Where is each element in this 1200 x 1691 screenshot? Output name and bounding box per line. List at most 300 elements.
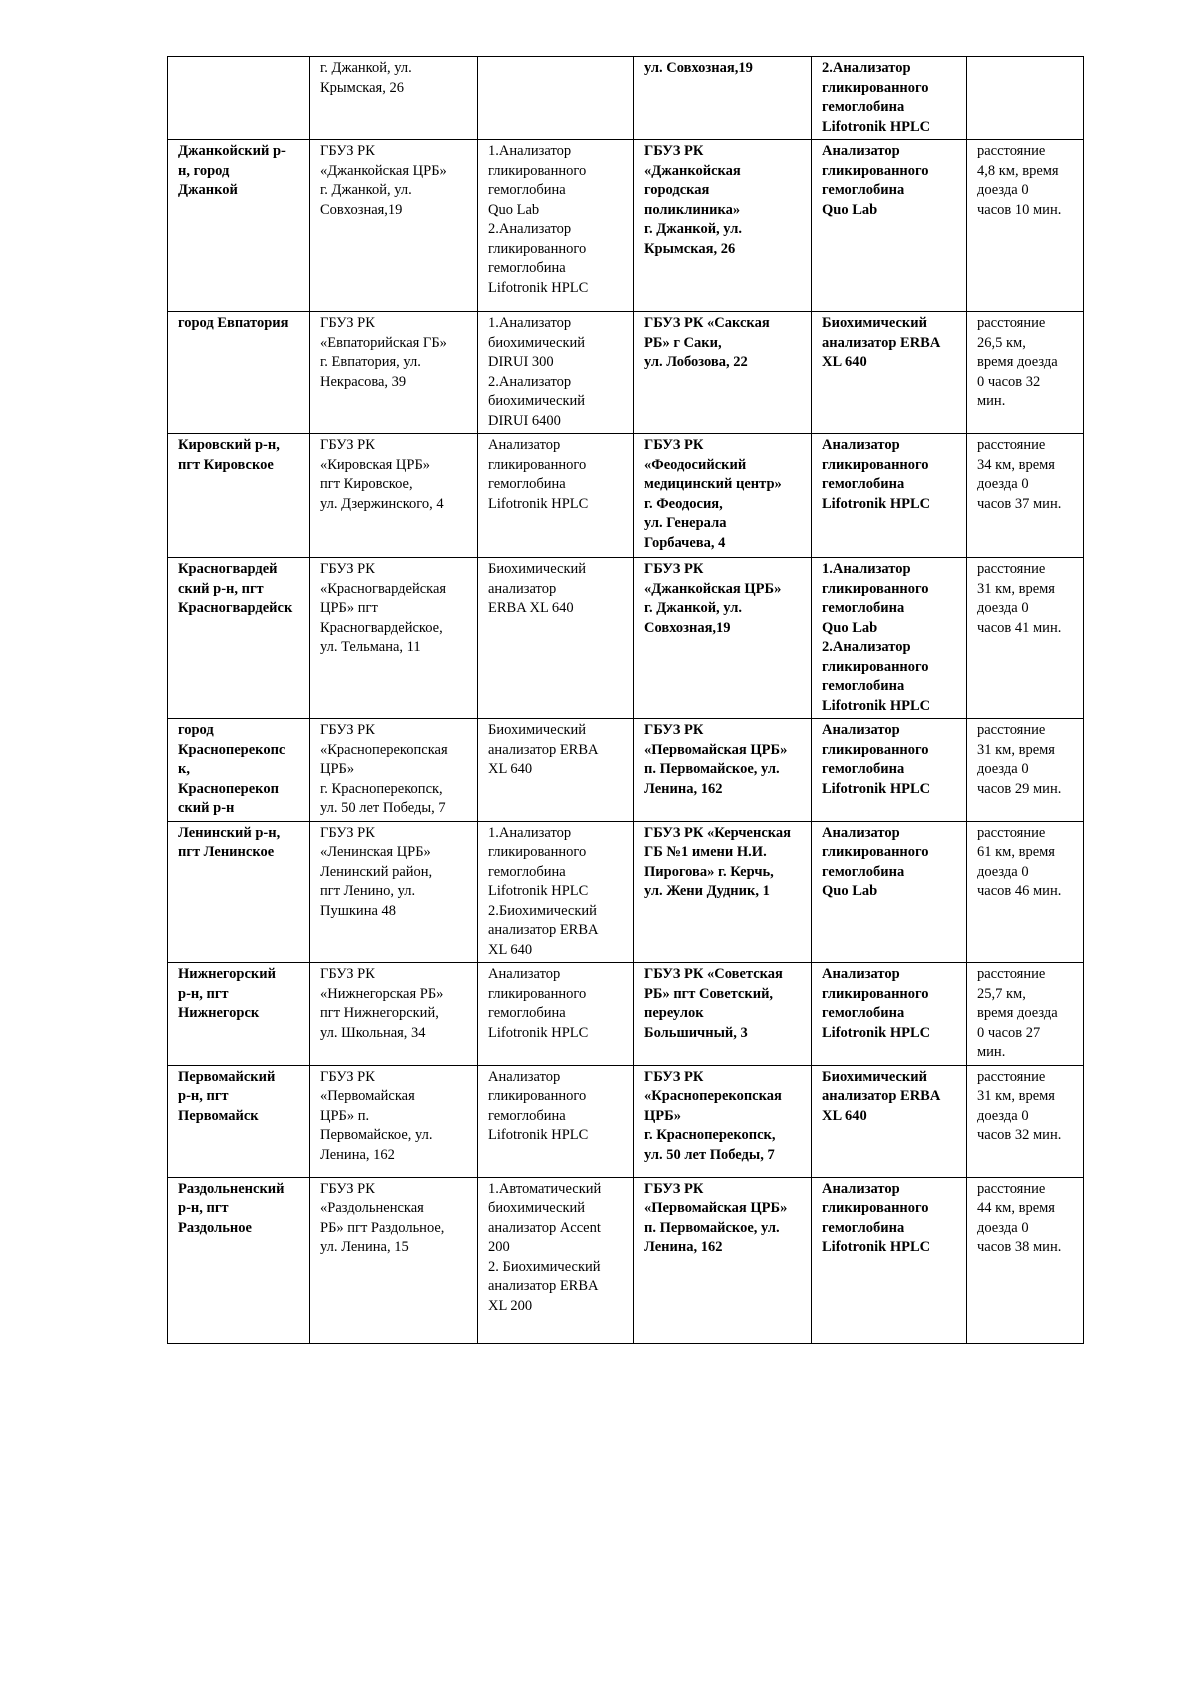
cell-text-line: часов 38 мин.: [977, 1239, 1062, 1255]
cell-text-line: доезда 0: [977, 863, 1029, 880]
cell-text-line: Lifotronik HPLC: [488, 1127, 589, 1143]
cell-text-line: ул. Тельмана, 11: [320, 639, 421, 655]
cell-text-line: ул. 50 лет Победы, 7: [644, 1146, 775, 1163]
cell-text-line: Ленина, 162: [320, 1146, 395, 1163]
table-row: [168, 434, 1084, 558]
cell-text-line: Lifotronik HPLC: [822, 780, 931, 797]
cell-text-line: 44 км, время: [977, 1200, 1055, 1216]
cell-text-line: доезда 0: [977, 182, 1029, 198]
cell-text-line: городская: [644, 182, 710, 198]
cell-text-line: г. Красноперекопск,: [644, 1127, 776, 1143]
distance-cell: [967, 434, 1084, 558]
cell-text-line: «Ленинская ЦРБ»: [320, 844, 431, 860]
referral-equipment-cell: [812, 140, 967, 312]
cell-text-line: к,: [178, 761, 190, 777]
cell-text-line: Lifotronik HPLC: [822, 1239, 931, 1255]
cell-text-line: «Евпаторийская ГБ»: [320, 334, 447, 351]
cell-text-line: Анализатор: [822, 437, 900, 453]
cell-text-line: гликированного: [488, 456, 587, 473]
table-row: [168, 312, 1084, 434]
cell-text-line: гликированного: [822, 985, 929, 1002]
cell-text-line: ГБУЗ РК: [644, 561, 704, 577]
cell-text-line: г. Джанкой, ул.: [644, 600, 742, 616]
cell-text-line: анализатор ERBA: [488, 922, 599, 938]
table-body: [168, 57, 1084, 1344]
cell-text-line: Первомайский: [178, 1068, 276, 1085]
origin-equipment-cell: [478, 719, 634, 822]
cell-text-line: ГБ №1 имени Н.И.: [644, 844, 767, 860]
cell-text-line: 0 часов 32: [977, 373, 1041, 390]
cell-text-line: Анализатор: [822, 722, 900, 738]
cell-text-line: Lifotronik HPLC: [822, 495, 931, 512]
cell-text-line: Красногвардей: [178, 561, 278, 577]
referral-equipment-cell: [812, 57, 967, 140]
cell-text-line: Первомайск: [178, 1107, 259, 1124]
cell-text-line: «Кировская ЦРБ»: [320, 456, 431, 473]
cell-text-line: мин.: [977, 393, 1006, 409]
distance-cell: [967, 821, 1084, 963]
referral-facility-cell: [634, 821, 812, 963]
origin-facility-cell: [310, 312, 478, 434]
cell-text-line: ул. Совхозная,19: [644, 60, 753, 76]
cell-text-line: 200: [488, 1239, 510, 1255]
cell-text-line: Анализатор: [822, 143, 900, 159]
cell-text-line: часов 41 мин.: [977, 619, 1062, 636]
cell-text-line: р-н, пгт: [178, 1088, 229, 1104]
distance-cell: [967, 57, 1084, 140]
cell-text-line: ГБУЗ РК: [320, 1180, 375, 1197]
cell-text-line: Красногвардейск: [178, 600, 293, 616]
cell-text-line: 2. Биохимический: [488, 1258, 601, 1275]
cell-text-line: Горбачева, 4: [644, 534, 726, 551]
referral-equipment-cell: [812, 434, 967, 558]
cell-text-line: 1.Анализатор: [488, 143, 572, 159]
district-cell: [168, 963, 310, 1066]
cell-text-line: ГБУЗ РК: [320, 824, 375, 841]
cell-text-line: гликированного: [488, 162, 587, 179]
distance-cell: [967, 963, 1084, 1066]
cell-text-line: гемоглобина: [822, 678, 905, 694]
referral-facility-cell: [634, 558, 812, 719]
cell-text-line: 31 км, время: [977, 580, 1055, 597]
referral-facility-cell: [634, 963, 812, 1066]
cell-text-line: 2.Анализатор: [488, 373, 572, 390]
cell-text-line: гликированного: [822, 79, 929, 96]
referral-table: [167, 56, 1084, 1344]
cell-text-line: поликлиника»: [644, 201, 741, 218]
cell-text-line: гемоглобина: [822, 1005, 905, 1021]
cell-text-line: Анализатор: [488, 966, 561, 982]
cell-text-line: часов 37 мин.: [977, 495, 1062, 512]
cell-text-line: РБ» пгт Советский,: [644, 985, 774, 1002]
cell-text-line: ГБУЗ РК: [320, 143, 375, 159]
cell-text-line: г. Джанкой, ул.: [644, 221, 742, 237]
cell-text-line: «Джанкойская ЦРБ»: [644, 580, 782, 597]
cell-text-line: ул. Дзержинского, 4: [320, 495, 444, 512]
cell-text-line: XL 640: [822, 354, 867, 370]
cell-text-line: медицинский центр»: [644, 476, 782, 492]
origin-facility-cell: [310, 821, 478, 963]
cell-text-line: Нижнегорский: [178, 966, 276, 982]
cell-text-line: город Евпатория: [178, 315, 289, 331]
table-row: [168, 719, 1084, 822]
district-cell: [168, 719, 310, 822]
cell-text-line: п. Первомайское, ул.: [644, 1219, 780, 1236]
table-row: [168, 1065, 1084, 1177]
origin-equipment-cell: [478, 963, 634, 1066]
cell-text-line: ГБУЗ РК: [644, 437, 704, 453]
referral-equipment-cell: [812, 1177, 967, 1343]
cell-text-line: ГБУЗ РК: [644, 1068, 704, 1085]
table-row: [168, 558, 1084, 719]
cell-text-line: гликированного: [488, 240, 587, 257]
cell-text-line: доезда 0: [977, 476, 1029, 492]
cell-text-line: р-н, пгт: [178, 985, 229, 1002]
origin-facility-cell: [310, 1177, 478, 1343]
cell-text-line: XL 640: [488, 941, 533, 958]
cell-text-line: ГБУЗ РК: [644, 1180, 704, 1197]
referral-equipment-cell: [812, 821, 967, 963]
cell-text-line: Lifotronik HPLC: [488, 279, 589, 296]
cell-text-line: гликированного: [822, 580, 929, 597]
cell-text-line: ЦРБ»: [320, 761, 355, 777]
cell-text-line: расстояние: [977, 437, 1046, 453]
cell-text-line: Раздольненский: [178, 1180, 285, 1197]
cell-text-line: гемоглобина: [822, 600, 905, 616]
cell-text-line: биохимический: [488, 334, 586, 351]
distance-cell: [967, 1065, 1084, 1177]
cell-text-line: анализатор ERBA: [488, 741, 599, 758]
cell-text-line: г. Джанкой, ул.: [320, 182, 412, 198]
cell-text-line: гликированного: [822, 1200, 929, 1216]
referral-equipment-cell: [812, 558, 967, 719]
cell-text-line: «Раздольненская: [320, 1200, 424, 1216]
cell-text-line: гемоглобина: [822, 761, 905, 777]
origin-equipment-cell: [478, 1177, 634, 1343]
cell-text-line: Lifotronik HPLC: [822, 118, 931, 135]
cell-text-line: гемоглобина: [488, 863, 566, 880]
cell-text-line: пгт Кировское,: [320, 476, 413, 492]
cell-text-line: «Первомайская ЦРБ»: [644, 741, 788, 758]
origin-facility-cell: [310, 1065, 478, 1177]
cell-text-line: Lifotronik HPLC: [488, 495, 589, 512]
cell-text-line: гликированного: [822, 162, 929, 179]
cell-text-line: расстояние: [977, 1180, 1046, 1197]
cell-text-line: «Красногвардейская: [320, 580, 447, 597]
origin-equipment-cell: [478, 140, 634, 312]
cell-text-line: DIRUI 300: [488, 354, 554, 370]
distance-cell: [967, 1177, 1084, 1343]
cell-text-line: Биохимический: [488, 561, 587, 577]
cell-text-line: Джанкой: [178, 182, 238, 198]
cell-text-line: Lifotronik HPLC: [488, 1024, 589, 1041]
cell-text-line: часов 32 мин.: [977, 1127, 1062, 1143]
cell-text-line: гемоглобина: [488, 1107, 566, 1124]
cell-text-line: гликированного: [822, 658, 929, 675]
cell-text-line: Совхозная,19: [320, 201, 403, 218]
cell-text-line: анализатор Accent: [488, 1219, 601, 1236]
cell-text-line: Lifotronik HPLC: [822, 697, 931, 714]
cell-text-line: расстояние: [977, 722, 1046, 738]
cell-text-line: Биохимический: [822, 315, 927, 331]
cell-text-line: доезда 0: [977, 761, 1029, 777]
cell-text-line: Quo Lab: [488, 201, 540, 218]
cell-text-line: Анализатор: [488, 437, 561, 453]
cell-text-line: Нижнегорск: [178, 1005, 260, 1021]
cell-text-line: анализатор: [488, 580, 557, 597]
cell-text-line: ГБУЗ РК «Советская: [644, 966, 783, 982]
cell-text-line: часов 10 мин.: [977, 201, 1062, 218]
cell-text-line: ГБУЗ РК: [644, 143, 704, 159]
cell-text-line: Ленина, 162: [644, 1239, 723, 1255]
cell-text-line: Анализатор: [822, 966, 900, 982]
referral-facility-cell: [634, 140, 812, 312]
cell-text-line: 26,5 км,: [977, 334, 1026, 351]
cell-text-line: ский р-н: [178, 800, 235, 816]
cell-text-line: гликированного: [822, 844, 929, 860]
cell-text-line: ERBA XL 640: [488, 600, 574, 616]
referral-facility-cell: [634, 1177, 812, 1343]
cell-text-line: Джанкойский р-: [178, 143, 286, 159]
origin-equipment-cell: [478, 57, 634, 140]
cell-text-line: г. Красноперекопск,: [320, 780, 443, 797]
table-row: [168, 963, 1084, 1066]
cell-text-line: гемоглобина: [822, 863, 905, 880]
referral-facility-cell: [634, 1065, 812, 1177]
cell-text-line: 2.Анализатор: [822, 639, 911, 655]
cell-text-line: г. Джанкой, ул.: [320, 60, 412, 76]
origin-facility-cell: [310, 140, 478, 312]
distance-cell: [967, 140, 1084, 312]
origin-facility-cell: [310, 719, 478, 822]
cell-text-line: ЦРБ» пгт: [320, 600, 378, 616]
cell-text-line: ул. 50 лет Победы, 7: [320, 800, 446, 816]
cell-text-line: Крымская, 26: [320, 79, 404, 96]
referral-equipment-cell: [812, 719, 967, 822]
cell-text-line: 0 часов 27: [977, 1024, 1041, 1041]
cell-text-line: Пушкина 48: [320, 902, 397, 919]
cell-text-line: время доезда: [977, 354, 1058, 370]
cell-text-line: пгт Кировское: [178, 456, 274, 473]
origin-equipment-cell: [478, 312, 634, 434]
origin-equipment-cell: [478, 558, 634, 719]
cell-text-line: г. Евпатория, ул.: [320, 354, 421, 370]
cell-text-line: Lifotronik HPLC: [488, 883, 589, 899]
cell-text-line: 1.Анализатор: [822, 561, 911, 577]
cell-text-line: Красноперекоп: [178, 780, 279, 797]
referral-equipment-cell: [812, 1065, 967, 1177]
cell-text-line: н, город: [178, 162, 230, 179]
cell-text-line: ГБУЗ РК «Керченская: [644, 824, 792, 841]
cell-text-line: расстояние: [977, 143, 1046, 159]
table-row: [168, 821, 1084, 963]
cell-text-line: ул. Жени Дудник, 1: [644, 883, 770, 899]
cell-text-line: ский р-н, пгт: [178, 580, 264, 597]
cell-text-line: город: [178, 722, 214, 738]
cell-text-line: Quo Lab: [822, 201, 878, 218]
cell-text-line: Ленинский р-н,: [178, 824, 281, 841]
origin-facility-cell: [310, 963, 478, 1066]
cell-text-line: XL 640: [488, 761, 533, 777]
table-row: [168, 1177, 1084, 1343]
district-cell: [168, 434, 310, 558]
cell-text-line: DIRUI 6400: [488, 412, 561, 429]
cell-text-line: доезда 0: [977, 1219, 1029, 1236]
cell-text-line: гемоглобина: [822, 1219, 905, 1236]
cell-text-line: Анализатор: [822, 824, 900, 841]
cell-text-line: ул. Школьная, 34: [320, 1024, 426, 1041]
cell-text-line: пгт Ленино, ул.: [320, 883, 416, 899]
district-cell: [168, 821, 310, 963]
cell-text-line: ГБУЗ РК: [644, 722, 704, 738]
cell-text-line: Ленина, 162: [644, 780, 723, 797]
cell-text-line: гемоглобина: [488, 182, 566, 198]
table-row: [168, 140, 1084, 312]
cell-text-line: п. Первомайское, ул.: [644, 761, 780, 777]
cell-text-line: ГБУЗ РК «Сакская: [644, 315, 770, 331]
cell-text-line: гемоглобина: [822, 99, 905, 115]
distance-cell: [967, 312, 1084, 434]
cell-text-line: биохимический: [488, 393, 586, 409]
cell-text-line: гликированного: [488, 844, 587, 860]
cell-text-line: Quo Lab: [822, 619, 878, 636]
cell-text-line: «Красноперекопская: [320, 741, 448, 758]
cell-text-line: 2.Анализатор: [488, 221, 572, 237]
cell-text-line: время доезда: [977, 1005, 1058, 1021]
district-cell: [168, 312, 310, 434]
cell-text-line: 61 км, время: [977, 844, 1055, 860]
cell-text-line: 4,8 км, время: [977, 162, 1059, 179]
table-row: [168, 57, 1084, 140]
cell-text-line: ГБУЗ РК: [320, 1068, 375, 1085]
district-cell: [168, 558, 310, 719]
cell-text-line: расстояние: [977, 315, 1046, 331]
cell-text-line: 1.Автоматический: [488, 1180, 602, 1197]
cell-text-line: ул. Лобозова, 22: [644, 354, 748, 370]
cell-text-line: 1.Анализатор: [488, 824, 572, 841]
origin-equipment-cell: [478, 434, 634, 558]
cell-text-line: «Феодосийский: [644, 456, 747, 473]
cell-text-line: Крымская, 26: [644, 240, 736, 257]
origin-equipment-cell: [478, 821, 634, 963]
cell-text-line: XL 200: [488, 1297, 533, 1314]
cell-text-line: 34 км, время: [977, 456, 1055, 473]
cell-text-line: мин.: [977, 1044, 1006, 1060]
cell-text-line: Биохимический: [822, 1068, 927, 1085]
cell-text-line: расстояние: [977, 966, 1046, 982]
cell-text-line: Биохимический: [488, 722, 587, 738]
cell-text-line: пгт Ленинское: [178, 844, 275, 860]
cell-text-line: ГБУЗ РК: [320, 561, 375, 577]
cell-text-line: Совхозная,19: [644, 619, 731, 636]
cell-text-line: г. Феодосия,: [644, 495, 723, 512]
referral-facility-cell: [634, 312, 812, 434]
cell-text-line: «Джанкойская: [644, 162, 741, 179]
cell-text-line: гемоглобина: [488, 260, 566, 276]
referral-facility-cell: [634, 57, 812, 140]
cell-text-line: анализатор ERBA: [822, 334, 941, 351]
cell-text-line: расстояние: [977, 561, 1046, 577]
cell-text-line: р-н, пгт: [178, 1200, 229, 1216]
cell-text-line: ул. Ленина, 15: [320, 1239, 409, 1255]
referral-facility-cell: [634, 434, 812, 558]
cell-text-line: ГБУЗ РК: [320, 315, 375, 331]
distance-cell: [967, 558, 1084, 719]
cell-text-line: «Джанкойская ЦРБ»: [320, 162, 447, 179]
cell-text-line: часов 29 мин.: [977, 780, 1062, 797]
cell-text-line: Некрасова, 39: [320, 373, 407, 390]
cell-text-line: XL 640: [822, 1107, 867, 1124]
cell-text-line: 25,7 км,: [977, 985, 1026, 1002]
cell-text-line: анализатор ERBA: [488, 1278, 599, 1294]
cell-text-line: гемоглобина: [822, 182, 905, 198]
cell-text-line: биохимический: [488, 1200, 586, 1216]
cell-text-line: 31 км, время: [977, 1088, 1055, 1104]
cell-text-line: расстояние: [977, 1068, 1046, 1085]
cell-text-line: Анализатор: [488, 1068, 561, 1085]
cell-text-line: «Первомайская ЦРБ»: [644, 1200, 788, 1216]
cell-text-line: ГБУЗ РК: [320, 722, 375, 738]
district-cell: [168, 57, 310, 140]
cell-text-line: «Красноперекопская: [644, 1088, 782, 1104]
cell-text-line: Раздольное: [178, 1219, 252, 1236]
cell-text-line: ЦРБ»: [644, 1107, 681, 1124]
district-cell: [168, 1065, 310, 1177]
cell-text-line: Пирогова» г. Керчь,: [644, 863, 774, 880]
cell-text-line: гликированного: [488, 985, 587, 1002]
cell-text-line: Lifotronik HPLC: [822, 1024, 931, 1041]
cell-text-line: гликированного: [822, 741, 929, 758]
cell-text-line: ГБУЗ РК: [320, 966, 375, 982]
origin-facility-cell: [310, 434, 478, 558]
district-cell: [168, 140, 310, 312]
cell-text-line: гликированного: [822, 456, 929, 473]
cell-text-line: гемоглобина: [488, 1005, 566, 1021]
cell-text-line: гемоглобина: [488, 476, 566, 492]
cell-text-line: ГБУЗ РК: [320, 437, 375, 453]
cell-text-line: расстояние: [977, 824, 1046, 841]
cell-text-line: 31 км, время: [977, 741, 1055, 758]
referral-equipment-cell: [812, 312, 967, 434]
cell-text-line: переулок: [644, 1005, 704, 1021]
cell-text-line: Ленинский район,: [320, 863, 433, 880]
cell-text-line: «Первомайская: [320, 1088, 415, 1104]
cell-text-line: доезда 0: [977, 1107, 1029, 1124]
distance-cell: [967, 719, 1084, 822]
cell-text-line: РБ» пгт Раздольное,: [320, 1219, 445, 1236]
origin-facility-cell: [310, 57, 478, 140]
cell-text-line: Первомайское, ул.: [320, 1127, 433, 1143]
cell-text-line: Большичный, 3: [644, 1024, 748, 1041]
cell-text-line: Красногвардейское,: [320, 619, 443, 636]
referral-equipment-cell: [812, 963, 967, 1066]
referral-facility-cell: [634, 719, 812, 822]
cell-text-line: доезда 0: [977, 600, 1029, 616]
district-cell: [168, 1177, 310, 1343]
cell-text-line: Красноперекопс: [178, 741, 286, 758]
cell-text-line: Quo Lab: [822, 883, 878, 899]
cell-text-line: 2.Анализатор: [822, 60, 911, 76]
cell-text-line: ул. Генерала: [644, 515, 727, 531]
cell-text-line: ЦРБ» п.: [320, 1107, 370, 1124]
cell-text-line: РБ» г Саки,: [644, 334, 722, 351]
cell-text-line: Кировский р-н,: [178, 437, 280, 453]
cell-text-line: Анализатор: [822, 1180, 900, 1197]
cell-text-line: пгт Нижнегорский,: [320, 1005, 439, 1021]
cell-text-line: «Нижнегорская РБ»: [320, 985, 444, 1002]
cell-text-line: гемоглобина: [822, 476, 905, 492]
origin-facility-cell: [310, 558, 478, 719]
